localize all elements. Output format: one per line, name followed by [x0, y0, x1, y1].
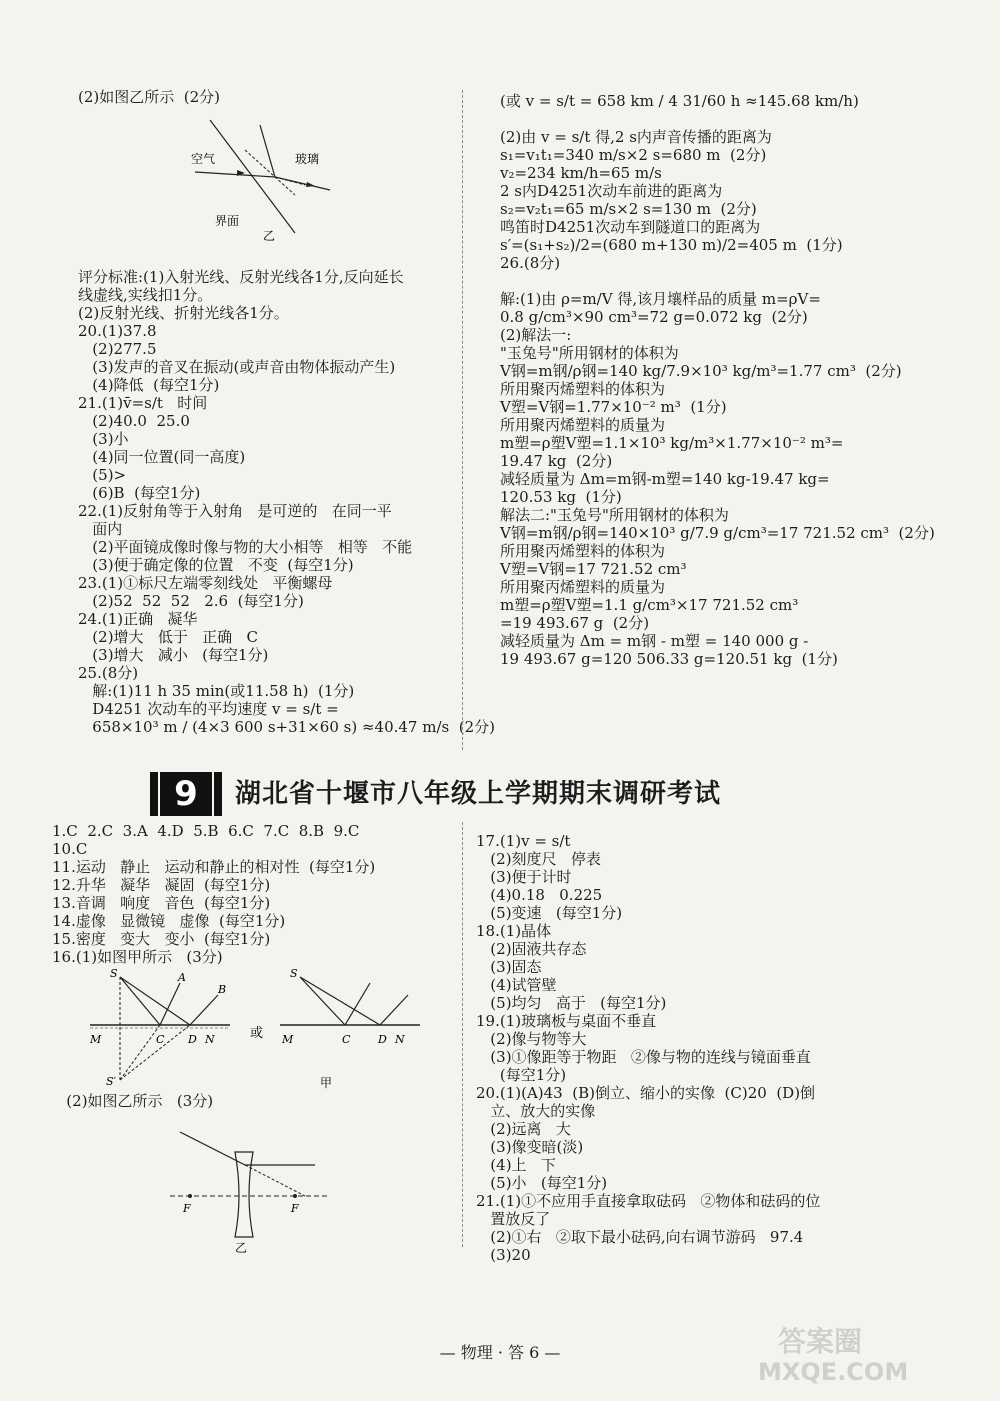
answer-line: =19 493.67 g (2分): [500, 614, 650, 632]
answer-line: (2)①右 ②取下最小砝码,向右调节游码 97.4: [476, 1228, 804, 1246]
answer-line: 658×10³ m / (4×3 600 s+31×60 s) ≈40.47 m/s (2分): [78, 718, 495, 736]
answer-line: m塑=ρ塑V塑=1.1×10³ kg/m³×1.77×10⁻² m³=: [500, 434, 844, 452]
answer-line: s′=(s₁+s₂)/2=(680 m+130 m)/2=405 m (1分): [500, 236, 843, 254]
answer-line: (2)如图乙所示 (3分): [52, 1092, 214, 1110]
answer-line: V钢=m钢/ρ钢=140 kg/7.9×10³ kg/m³=1.77 cm³ (2分): [500, 362, 902, 380]
svg-text:S′: S′: [106, 1075, 117, 1088]
answer-line: 13.音调 响度 音色 (每空1分): [52, 894, 271, 912]
answer-line: D4251 次动车的平均速度 v = s/t =: [78, 700, 339, 718]
svg-text:C: C: [342, 1033, 351, 1046]
svg-text:A: A: [178, 971, 186, 984]
answer-line: (每空1分): [476, 1066, 567, 1084]
svg-text:S: S: [290, 967, 298, 980]
answer-line: 鸣笛时D4251次动车到隧道口的距离为: [500, 218, 761, 236]
answer-line: (3)20: [476, 1246, 531, 1264]
svg-text:D: D: [378, 1033, 387, 1046]
answer-line: 21.(1)①不应用手直接拿取砝码 ②物体和砝码的位: [476, 1192, 821, 1210]
reflection-diagram-jia: [80, 965, 440, 1090]
answer-line: (2)277.5: [78, 340, 157, 358]
answer-line: (3)便于确定像的位置 不变 (每空1分): [78, 556, 354, 574]
svg-text:D: D: [188, 1033, 197, 1046]
answer-line: (4)降低 (每空1分): [78, 376, 220, 394]
svg-text:B: B: [218, 983, 227, 996]
answer-line: (5)均匀 高于 (每空1分): [476, 994, 667, 1012]
answer-line: (2)刻度尺 停表: [476, 850, 601, 868]
answer-line: 置放反了: [476, 1210, 551, 1228]
answer-line: V塑=V钢=1.77×10⁻² m³ (1分): [500, 398, 727, 416]
svg-text:M: M: [282, 1033, 294, 1046]
svg-text:或: 或: [250, 1026, 264, 1041]
lens-diagram-yi: [165, 1122, 335, 1257]
answer-column-bottom-right: [476, 832, 896, 1264]
answer-line: 面内: [78, 520, 123, 538]
page-footer: — 物理 · 答 6 —: [439, 1343, 561, 1362]
svg-text:S: S: [110, 967, 118, 980]
answer-line: (或 v = s/t = 658 km / 4 31/60 h ≈145.68 km/h): [500, 92, 859, 110]
answer-line: 19.(1)玻璃板与桌面不垂直: [476, 1012, 657, 1030]
answer-line: 评分标准:(1)入射光线、反射光线各1分,反向延长: [78, 268, 404, 286]
answer-line: 19 493.67 g=120 506.33 g=120.51 kg (1分): [500, 650, 838, 668]
svg-text:甲: 甲: [320, 1076, 333, 1090]
answer-line: 所用聚丙烯塑料的质量为: [500, 416, 666, 434]
answer-line: (2)平面镜成像时像与物的大小相等 相等 不能: [78, 538, 413, 556]
answer-line: 所用聚丙烯塑料的质量为: [500, 578, 666, 596]
answer-line: 16.(1)如图甲所示 (3分): [52, 948, 223, 966]
svg-text:F: F: [183, 1202, 191, 1215]
answer-line: (2)反射光线、折射光线各1分。: [78, 304, 289, 322]
diagram-caption: 乙: [263, 229, 276, 243]
answer-line: (5)小 (每空1分): [476, 1174, 608, 1192]
answer-line: 19.47 kg (2分): [500, 452, 613, 470]
answer-line: 0.8 g/cm³×90 cm³=72 g=0.072 kg (2分): [500, 308, 808, 326]
answer-line: (5)变速 (每空1分): [476, 904, 623, 922]
answer-line: 11.运动 静止 运动和静止的相对性 (每空1分): [52, 858, 376, 876]
svg-text:N: N: [395, 1033, 405, 1046]
answer-line: 1.C 2.C 3.A 4.D 5.B 6.C 7.C 8.B 9.C: [52, 822, 360, 840]
answer-line: (4)0.18 0.225: [476, 886, 603, 904]
answer-line: (5)>: [78, 466, 127, 484]
answer-line: (2)像与物等大: [476, 1030, 587, 1048]
answer-line: 21.(1)v̄=s/t 时间: [78, 394, 208, 412]
section-number: 9: [160, 772, 212, 816]
answer-line: 10.C: [52, 840, 88, 858]
answer-line: 14.虚像 显微镜 虚像 (每空1分): [52, 912, 286, 930]
answer-line: 12.升华 凝华 凝固 (每空1分): [52, 876, 271, 894]
answer-line: (2)52 52 52 2.6 (每空1分): [78, 592, 304, 610]
answer-line: (3)增大 减小 (每空1分): [78, 646, 269, 664]
answer-line: 18.(1)晶体: [476, 922, 552, 940]
section-title: 湖北省十堰市八年级上学期期末调研考试: [235, 779, 722, 809]
answer-line: V钢=m钢/ρ钢=140×10³ g/7.9 g/cm³=17 721.52 cm³ (2分): [500, 524, 935, 542]
answer-line: (2)解法一:: [500, 326, 572, 344]
diagram-label-glass: 玻璃: [295, 152, 320, 166]
svg-text:乙: 乙: [235, 1241, 248, 1255]
answer-line: (2)如图乙所示 (2分): [78, 88, 221, 106]
answer-line: (3)发声的音叉在振动(或声音由物体振动产生): [78, 358, 396, 376]
answer-line: (3)①像距等于物距 ②像与物的连线与镜面垂直: [476, 1048, 811, 1066]
answer-line: 20.(1)37.8: [78, 322, 157, 340]
answer-line: 所用聚丙烯塑料的体积为: [500, 380, 666, 398]
answer-line: (4)试管壁: [476, 976, 557, 994]
answer-line: [500, 272, 900, 290]
answer-line: 120.53 kg (1分): [500, 488, 622, 506]
answer-line: s₂=v₂t₁=65 m/s×2 s=130 m (2分): [500, 200, 757, 218]
diagram-label-air: 空气: [191, 152, 216, 166]
site-watermark: [718, 1320, 978, 1390]
answer-line: 17.(1)v = s/t: [476, 832, 571, 850]
answer-line: [500, 110, 900, 128]
answer-line: (3)便于计时: [476, 868, 572, 886]
answer-line: 24.(1)正确 凝华: [78, 610, 198, 628]
answer-line: (2)增大 低于 正确 C: [78, 628, 258, 646]
answer-line: 15.密度 变大 变小 (每空1分): [52, 930, 271, 948]
answer-line: V塑=V钢=17 721.52 cm³: [500, 560, 687, 578]
answer-line: (3)小: [78, 430, 129, 448]
answer-line: (3)像变暗(淡): [476, 1138, 584, 1156]
answer-line: (3)固态: [476, 958, 542, 976]
answer-line: (2)固液共存态: [476, 940, 587, 958]
answer-line: (4)同一位置(同一高度): [78, 448, 246, 466]
answer-line: 减轻质量为 Δm = m钢 - m塑 = 140 000 g -: [500, 632, 809, 650]
diagram-label-interface: 界面: [215, 214, 240, 228]
answer-column-top-right: [500, 92, 935, 668]
answer-line: 26.(8分): [500, 254, 561, 272]
answer-line: (6)B (每空1分): [78, 484, 201, 502]
answer-line: (2)40.0 25.0: [78, 412, 190, 430]
watermark-logo-text: 答案圈: [778, 1325, 863, 1358]
answer-line: (4)上 下: [476, 1156, 556, 1174]
answer-line: [78, 250, 460, 268]
answer-line: 22.(1)反射角等于入射角 是可逆的 在同一平: [78, 502, 392, 520]
svg-text:N: N: [205, 1033, 215, 1046]
watermark-url: MXQE.COM: [758, 1358, 909, 1386]
answer-line: m塑=ρ塑V塑=1.1 g/cm³×17 721.52 cm³: [500, 596, 799, 614]
answer-line: "玉兔号"所用钢材的体积为: [500, 344, 679, 362]
column-divider-bottom: [462, 822, 463, 1247]
refraction-diagram: [185, 115, 345, 245]
answer-line: 25.(8分): [78, 664, 139, 682]
answer-line: 减轻质量为 Δm=m钢-m塑=140 kg-19.47 kg=: [500, 470, 830, 488]
answer-line: 立、放大的实像: [476, 1102, 596, 1120]
answer-line: 20.(1)(A)43 (B)倒立、缩小的实像 (C)20 (D)倒: [476, 1084, 816, 1102]
answer-line: (2)远离 大: [476, 1120, 571, 1138]
answer-line: 23.(1)①标尺左端零刻线处 平衡螺母: [78, 574, 333, 592]
answer-line: v₂=234 km/h=65 m/s: [500, 164, 662, 182]
answer-line: 线虚线,实线扣1分。: [78, 286, 213, 304]
answer-line: 解:(1)11 h 35 min(或11.58 h) (1分): [78, 682, 355, 700]
answer-line: 解:(1)由 ρ=m/V 得,该月壤样品的质量 m=ρV=: [500, 290, 821, 308]
answer-line: (2)由 v = s/t 得,2 s内声音传播的距离为: [500, 128, 772, 146]
answer-line: s₁=v₁t₁=340 m/s×2 s=680 m (2分): [500, 146, 767, 164]
svg-text:M: M: [90, 1033, 102, 1046]
svg-text:F: F: [291, 1202, 299, 1215]
answer-line: 所用聚丙烯塑料的体积为: [500, 542, 666, 560]
svg-text:C: C: [156, 1033, 165, 1046]
answer-line: 解法二:"玉兔号"所用钢材的体积为: [500, 506, 729, 524]
column-divider-top: [462, 90, 463, 750]
answer-line: 2 s内D4251次动车前进的距离为: [500, 182, 723, 200]
